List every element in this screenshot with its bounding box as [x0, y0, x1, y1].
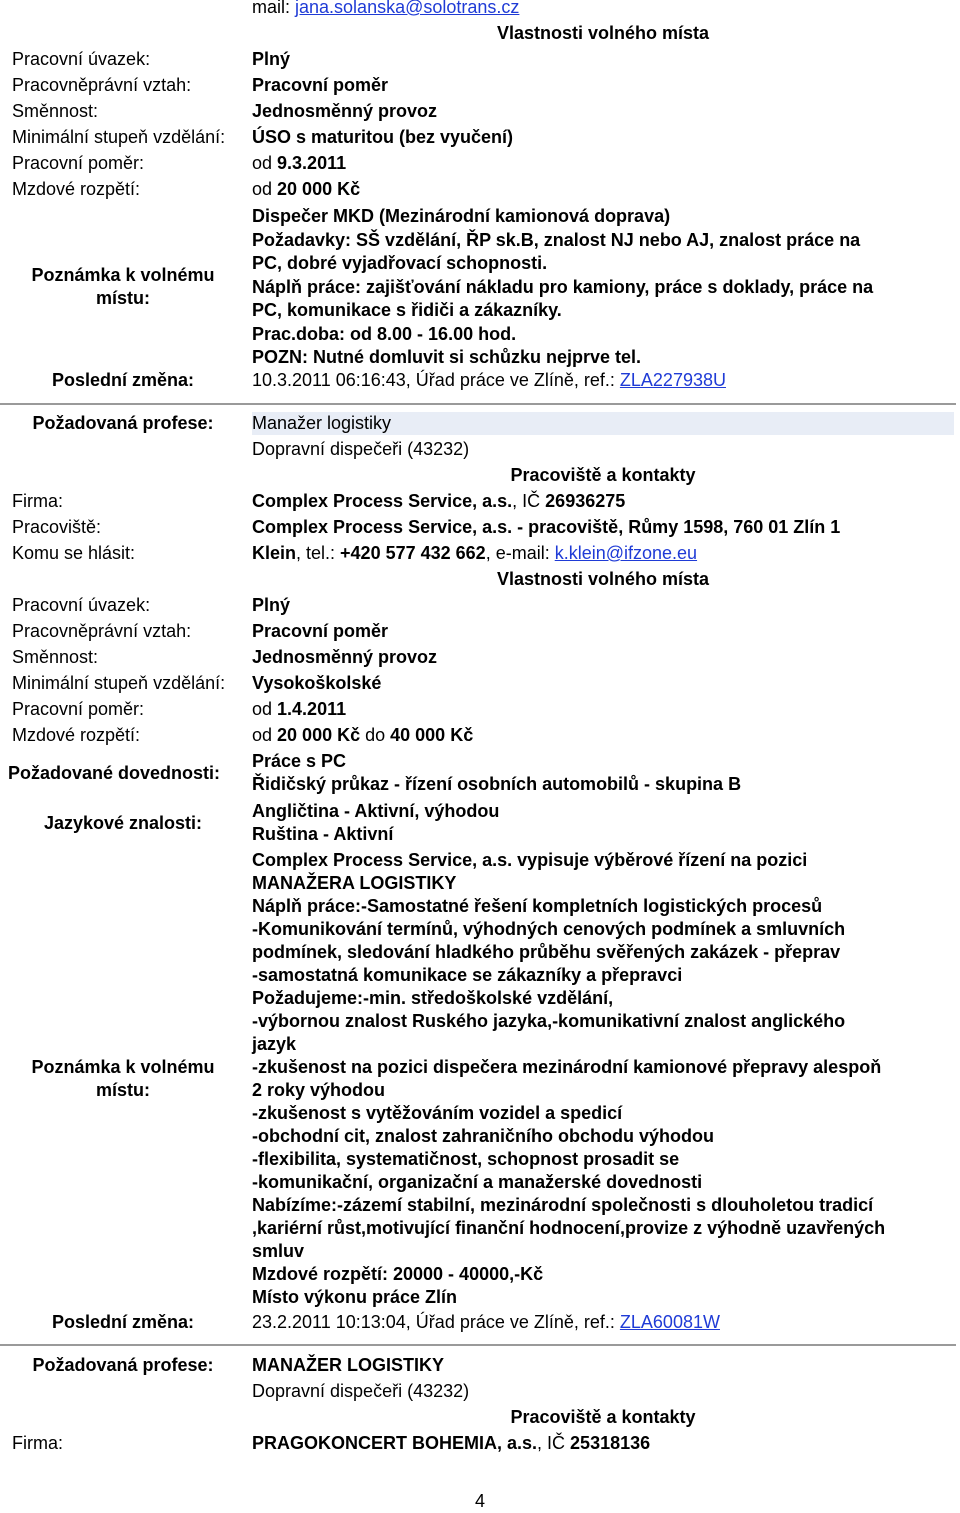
prop-label: Směnnost: — [12, 101, 99, 121]
prop-label: Pracovní poměr: — [12, 153, 145, 173]
category: Dopravní dispečeři (43232) — [252, 1381, 470, 1401]
workplace: Complex Process Service, a.s. - pracoviště, Růmy 1598, 760 01 Zlín 1 — [252, 517, 841, 537]
last-change: 23.2.2011 10:13:04, Úřad práce ve Zlíně, ref.: ZLA60081W — [252, 1312, 720, 1332]
note-text: Dispečer MKD (Mezinárodní kamionová doprava) Požadavky: SŠ vzdělání, ŘP sk.B, znalost NJ nebo AJ, znalost práce na PC, dobré vyjadřovací schopnosti. Náplň práce: zajišťování nákladu pro kamiony, práce s doklady, práce na PC, komunikace s řidiči a zákazníky. Prac.doba: od 8.00 - 16.00 hod. POZN: Nutné domluvit si schůzku nejprve tel. — [252, 206, 874, 367]
prop-label: Pracovní poměr: — [12, 699, 145, 719]
mail-link[interactable]: jana.solanska@solotrans.cz — [295, 0, 520, 17]
prop-value: od 1.4.2011 — [252, 699, 347, 719]
note-label: Poznámka k volnému místu: — [31, 1057, 215, 1100]
salary-label: Mzdové rozpětí: — [12, 725, 141, 745]
contact-label: Komu se hlásit: — [12, 543, 136, 563]
section-title: Vlastnosti volného místa — [496, 23, 710, 43]
prop-value: Jednosměnný provoz — [252, 647, 438, 667]
prop-value: ÚSO s maturitou (bez vyučení) — [252, 127, 514, 147]
prop-value: Pracovní poměr — [252, 621, 389, 641]
workplace-label: Pracoviště: — [12, 517, 102, 537]
languages: Angličtina - Aktivní, výhodou Ruština - Aktivní — [252, 801, 500, 844]
firm-label: Firma: — [12, 1433, 63, 1453]
last-change-label: Poslední změna: — [51, 370, 195, 390]
ref-link[interactable]: ZLA60081W — [619, 1312, 720, 1332]
prop-value: Jednosměnný provoz — [252, 101, 438, 121]
prop-value: Pracovní poměr — [252, 75, 389, 95]
divider — [0, 403, 956, 405]
prop-label: Směnnost: — [12, 647, 99, 667]
prop-value: Plný — [252, 595, 291, 615]
last-change-label: Poslední změna: — [51, 1312, 195, 1332]
firm: Complex Process Service, a.s., IČ 26936275 — [252, 491, 626, 511]
section-title: Pracoviště a kontakty — [510, 465, 696, 485]
profession-label: Požadovaná profese: — [32, 1355, 214, 1375]
prop-label: Pracovní úvazek: — [12, 49, 151, 69]
divider — [0, 1344, 956, 1346]
mail-line — [252, 0, 954, 19]
note-label: Poznámka k volnému místu: — [31, 265, 215, 308]
prop-label: Minimální stupeň vzdělání: — [12, 127, 226, 147]
prop-value: Plný — [252, 49, 291, 69]
last-change: 10.3.2011 06:16:43, Úřad práce ve Zlíně, ref.: ZLA227938U — [252, 370, 726, 390]
profession-label: Požadovaná profese: — [32, 413, 214, 433]
section-title: Pracoviště a kontakty — [510, 1407, 696, 1427]
profession: MANAŽER LOGISTIKY — [252, 1355, 444, 1375]
prop-label: Minimální stupeň vzdělání: — [12, 673, 226, 693]
profession: Manažer logistiky — [252, 412, 954, 435]
category: Dopravní dispečeři (43232) — [252, 439, 470, 459]
firm: PRAGOKONCERT BOHEMIA, a.s., IČ 25318136 — [252, 1433, 651, 1453]
note-text: Complex Process Service, a.s. vypisuje výběrové řízení na pozici MANAŽERA LOGISTIKY Náplň práce:-Samostatné řešení kompletních logistických procesů -Komunikování termínů, výhodných cenových podmínek a smluvních podmínek, sledování hladkého průběhu svěřených zakázek - přeprav -samostatná komunikace se zákazníky a přepravci Požadujeme:-min. středoškolské vzdělání, -výbornou znalost Ruského jazyka,-komunikativní znalost anglického jazyk -zkušenost na pozici dispečera mezinárodní kamionové přepravy alespoň 2 roky výhodou -zkušenost s vytěžováním vozidel a spedicí -obchodní cit, znalost zahraničního obchodu výhodou -flexibilita, systematičnost, schopnost prosadit se -komunikační, organizační a manažerské dovednosti Nabízíme:-zázemí stabilní, mezinárodní společnosti s dlouholetou tradicí ,kariérní růst,motivující finanční hodnocení,provize z výhodně uzavřených smluv Mzdové rozpětí: 20000 - 40000,-Kč Místo výkonu práce Zlín — [252, 850, 886, 1307]
skills: Práce s PC Řidičský průkaz - řízení osobních automobilů - skupina B — [252, 751, 742, 794]
prop-value: Vysokoškolské — [252, 673, 382, 693]
contact: Klein, tel.: +420 577 432 662, e-mail: k.klein@ifzone.eu — [252, 543, 698, 563]
languages-label: Jazykové znalosti: — [43, 813, 203, 833]
prop-value: od 20 000 Kč — [252, 179, 361, 199]
firm-label: Firma: — [12, 491, 63, 511]
skills-label: Požadované dovednosti: — [8, 763, 221, 783]
contact-mail-link[interactable]: k.klein@ifzone.eu — [554, 543, 698, 563]
section-title: Vlastnosti volného místa — [496, 569, 710, 589]
page-number: 4 — [474, 1491, 485, 1511]
prop-label: Mzdové rozpětí: — [12, 179, 141, 199]
ref-link[interactable]: ZLA227938U — [619, 370, 726, 390]
prop-label: Pracovněprávní vztah: — [12, 621, 192, 641]
salary: od 20 000 Kč do 40 000 Kč — [252, 725, 474, 745]
prop-label: Pracovněprávní vztah: — [12, 75, 192, 95]
mail-prefix: mail: — [252, 0, 296, 17]
prop-value: od 9.3.2011 — [252, 153, 347, 173]
prop-label: Pracovní úvazek: — [12, 595, 151, 615]
